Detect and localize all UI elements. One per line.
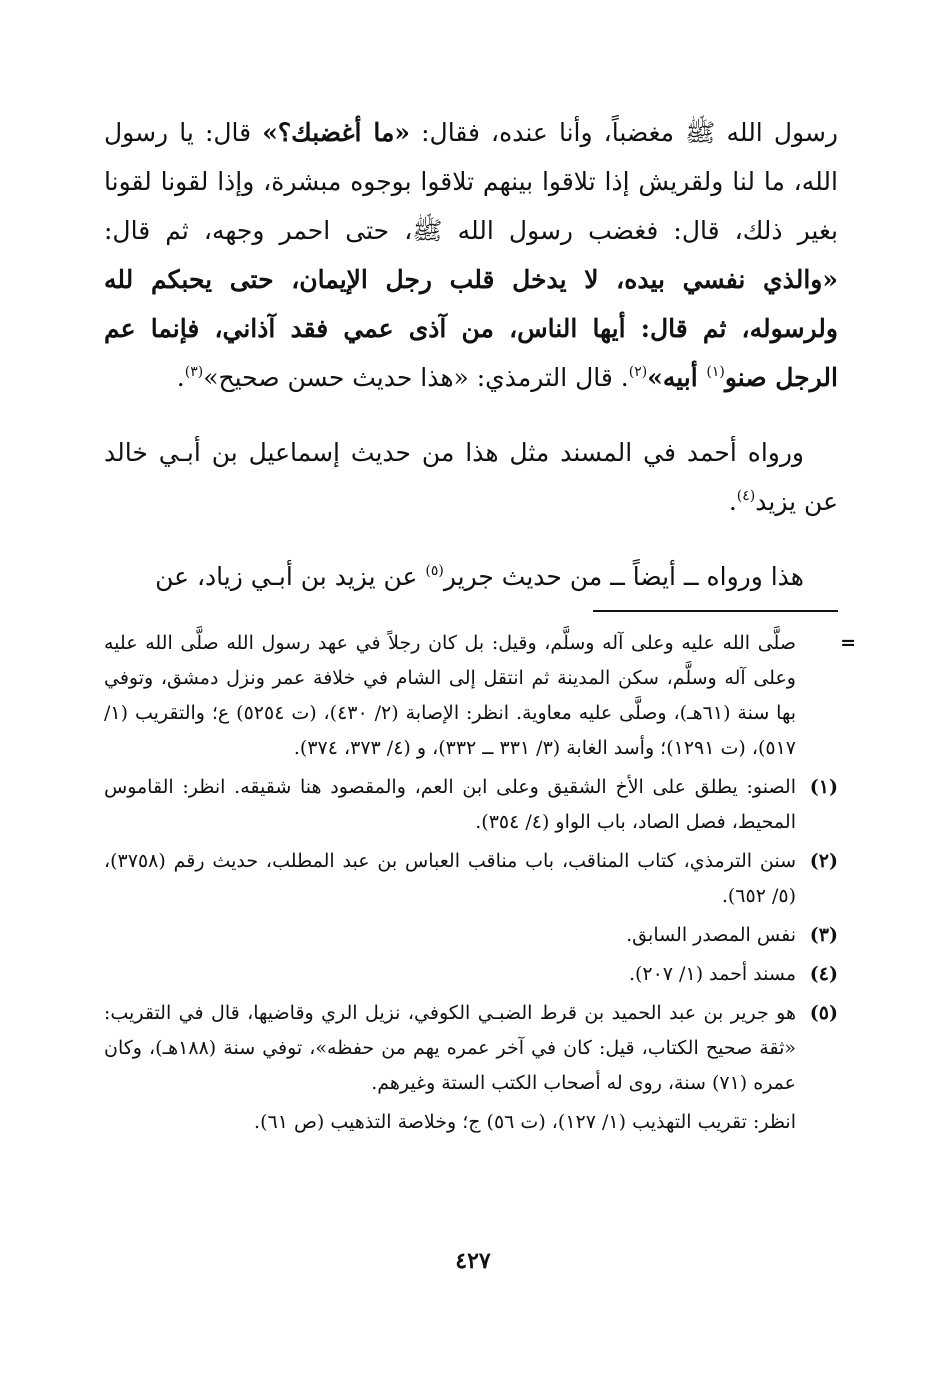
footnote-3 [104,918,838,953]
footnote-number: (١) [809,776,838,798]
continuation-mark: = [840,632,856,654]
text-run: عن يزيد بن أبـي زياد، عن [155,562,426,591]
hadith-bold: أبيه» [647,363,707,392]
footnote-separator [593,610,838,612]
footnote-number: (٣) [809,924,838,946]
footnote-text: مسند أحمد (١/ ٢٠٧). [628,963,796,985]
footnote-ref-5[interactable]: (٥) [425,563,444,579]
footnote-ref-3[interactable]: (٣) [184,364,204,380]
footnote-ref-1[interactable]: (١) [706,364,725,380]
footnote-number: (٢) [809,850,838,872]
paragraph-1 [104,108,838,402]
footnote-ref-4[interactable]: (٤) [736,488,756,504]
paragraph-3 [104,552,838,601]
footnote-ref-2[interactable]: (٢) [628,364,648,380]
footnote-text: الصنو: يطلق على الأخ الشقيق وعلى ابن العم، والمقصود هنا شقيقه. انظر: القاموس المحيط، فصل الصاد، باب الواو (٤/ ٣٥٤). [104,776,796,833]
footnote-4 [104,957,838,992]
hadith-bold: «والذي نفسي بيده، لا يدخل قلب رجل الإيمان، حتى يحبكم لله ولرسوله، ثم قال: أيها الناس، من آذى عمي فقد آذاني، فإنما عم الرجل صنو [104,265,838,392]
quote-bold: «ما أغضبك؟» [262,118,410,147]
footnote-text: سنن الترمذي، كتاب المناقب، باب مناقب العباس بن عبد المطلب، حديث رقم (٣٧٥٨)، (٥/ ٦٥٢). [104,850,796,907]
main-text [104,108,838,601]
footnote-number-blank [796,626,838,766]
footnote-2 [104,844,838,914]
footnote-number: (٤) [809,963,838,985]
page-number: ٤٢٧ [455,1248,491,1274]
footnote-number: (٥) [809,1002,838,1024]
text-run: ورواه أحمد في المسند مثل هذا من حديث إسماعيل بن أبـي خالد عن يزيد [104,438,838,516]
text-run: قال: يا رسول الله، ما لنا ولقريش إذا تلاقوا بينهم تلاقوا بوجوه مبشرة، وإذا لقونا لقونا بغير ذلك، قال: فغضب رسول الله ﷺ، حتى احمر وجهه، ثم قال: [104,118,838,245]
text-run: . [728,487,737,516]
footnote-continued [104,626,856,766]
text-run: . قال الترمذي: «هذا حديث حسن صحيح» [203,363,629,392]
text-run: . [176,363,185,392]
footnote-text: صلَّى الله عليه وعلى آله وسلَّم، وقيل: بل كان رجلاً في عهد رسول الله صلَّى الله عليه وعلى آله وسلَّم، سكن المدينة ثم انتقل إلى الشام في خلافة عمر ونزل دمشق، وتوفي بها سنة (٦١هـ)، وصلَّى عليه معاوية. انظر: الإصابة (٢/ ٤٣٠)، (ت ٥٢٥٤) ع؛ والتقريب (١/ ٥١٧)، (ت ١٢٩١)؛ وأسد الغابة (٣/ ٣٣١ ــ ٣٣٢)، و (٤/ ٣٧٣، ٣٧٤). [104,632,796,759]
footnote-5-reference: انظر: تقريب التهذيب (١/ ١٢٧)، (ت ٥٦) ج؛ وخلاصة التذهيب (ص ٦١). [254,1111,796,1133]
footnote-text: نفس المصدر السابق. [626,924,796,946]
footnote-1 [104,770,838,840]
footnote-text: هو جرير بن عبد الحميد بن قرط الضبـي الكوفي، نزيل الري وقاضيها، قال في التقريب: «ثقة صحيح الكتاب، قيل: كان في آخر عمره يهم من حفظه»، توفي سنة (١٨٨هـ)، وكان عمره (٧١) سنة، روى له أصحاب الكتب الستة وغيرهم. [104,1002,796,1094]
footnotes [104,626,856,1140]
footnote-5 [104,996,838,1101]
paragraph-2 [104,428,838,526]
text-run: رسول الله ﷺ مغضباً، وأنا عنده، فقال: [409,118,838,147]
text-run: هذا ورواه ــ أيضاً ــ من حديث جرير [443,562,804,591]
